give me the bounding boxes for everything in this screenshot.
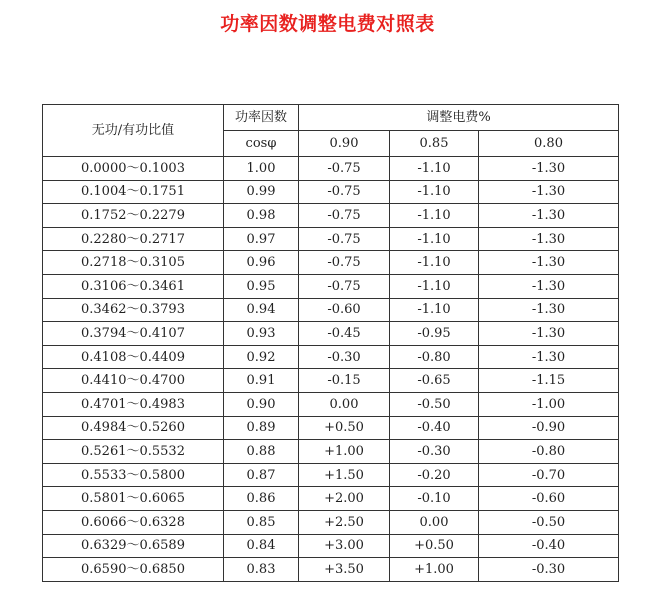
cos-phi-cell: 0.95	[224, 274, 299, 298]
ratio-range-cell: 0.3106～0.3461	[43, 274, 224, 298]
cos-phi-cell: 0.83	[224, 558, 299, 582]
cos-phi-cell: 0.84	[224, 534, 299, 558]
ratio-range-cell: 0.6066～0.6328	[43, 510, 224, 534]
table-row	[43, 558, 619, 582]
cos-phi-cell: 1.00	[224, 157, 299, 181]
adjust-090-cell: -0.60	[299, 298, 390, 322]
adjust-080-cell: -1.30	[479, 274, 619, 298]
cos-phi-cell: 0.94	[224, 298, 299, 322]
ratio-range-cell: 0.3462～0.3793	[43, 298, 224, 322]
table-row	[43, 369, 619, 393]
adjust-080-cell: -1.30	[479, 157, 619, 181]
adjust-085-cell: -0.20	[390, 463, 479, 487]
adjust-085-cell: -0.95	[390, 322, 479, 346]
adjust-085-cell: -1.10	[390, 180, 479, 204]
ratio-range-cell: 0.5801～0.6065	[43, 487, 224, 511]
adjust-085-cell: -0.80	[390, 345, 479, 369]
table-body	[43, 157, 619, 582]
standard-090-header: 0.90	[299, 131, 390, 157]
adjust-080-cell: -1.30	[479, 227, 619, 251]
adjust-085-cell: -1.10	[390, 204, 479, 228]
table-row	[43, 204, 619, 228]
adjust-085-cell: -0.65	[390, 369, 479, 393]
adjust-085-cell: +0.50	[390, 534, 479, 558]
adjust-080-cell: -0.70	[479, 463, 619, 487]
table-row	[43, 463, 619, 487]
ratio-column-header: 无功/有功比值	[43, 105, 224, 157]
adjust-090-cell: -0.75	[299, 227, 390, 251]
cos-phi-cell: 0.88	[224, 440, 299, 464]
cos-phi-cell: 0.96	[224, 251, 299, 275]
table-row	[43, 251, 619, 275]
adjust-085-cell: 0.00	[390, 510, 479, 534]
ratio-range-cell: 0.0000～0.1003	[43, 157, 224, 181]
cos-phi-cell: 0.98	[224, 204, 299, 228]
table-row	[43, 440, 619, 464]
adjust-090-cell: -0.15	[299, 369, 390, 393]
adjust-085-cell: +1.00	[390, 558, 479, 582]
adjust-fee-group-header: 调整电费%	[299, 105, 619, 131]
adjustment-table-container	[42, 104, 618, 582]
table-row	[43, 180, 619, 204]
adjust-090-cell: -0.75	[299, 204, 390, 228]
cos-phi-cell: 0.99	[224, 180, 299, 204]
adjust-080-cell: -1.30	[479, 322, 619, 346]
adjust-080-cell: -1.30	[479, 204, 619, 228]
adjust-090-cell: +2.50	[299, 510, 390, 534]
cos-phi-cell: 0.91	[224, 369, 299, 393]
table-row	[43, 274, 619, 298]
ratio-range-cell: 0.6590～0.6850	[43, 558, 224, 582]
adjust-080-cell: -0.50	[479, 510, 619, 534]
table-row	[43, 487, 619, 511]
adjust-090-cell: -0.45	[299, 322, 390, 346]
adjust-085-cell: -1.10	[390, 274, 479, 298]
adjust-080-cell: -0.40	[479, 534, 619, 558]
ratio-range-cell: 0.4984～0.5260	[43, 416, 224, 440]
adjust-085-cell: -1.10	[390, 251, 479, 275]
table-row	[43, 534, 619, 558]
adjust-085-cell: -1.10	[390, 157, 479, 181]
cos-phi-cell: 0.93	[224, 322, 299, 346]
ratio-range-cell: 0.2280～0.2717	[43, 227, 224, 251]
table-header-row-1	[43, 105, 619, 131]
table-row	[43, 157, 619, 181]
ratio-range-cell: 0.4108～0.4409	[43, 345, 224, 369]
adjust-080-cell: -0.60	[479, 487, 619, 511]
power-factor-adjustment-table	[42, 104, 619, 582]
adjust-080-cell: -1.00	[479, 392, 619, 416]
ratio-range-cell: 0.4701～0.4983	[43, 392, 224, 416]
adjust-090-cell: 0.00	[299, 392, 390, 416]
adjust-080-cell: -1.30	[479, 180, 619, 204]
cos-phi-cell: 0.90	[224, 392, 299, 416]
adjust-080-cell: -0.30	[479, 558, 619, 582]
adjust-090-cell: -0.75	[299, 251, 390, 275]
table-row	[43, 392, 619, 416]
adjust-080-cell: -1.30	[479, 345, 619, 369]
adjust-090-cell: -0.75	[299, 180, 390, 204]
adjust-090-cell: +1.00	[299, 440, 390, 464]
adjust-090-cell: -0.75	[299, 157, 390, 181]
adjust-090-cell: +2.00	[299, 487, 390, 511]
cos-phi-cell: 0.86	[224, 487, 299, 511]
table-row	[43, 298, 619, 322]
adjust-085-cell: -0.30	[390, 440, 479, 464]
adjust-080-cell: -0.90	[479, 416, 619, 440]
table-row	[43, 227, 619, 251]
cos-phi-cell: 0.97	[224, 227, 299, 251]
standard-080-header: 0.80	[479, 131, 619, 157]
power-factor-column-header: 功率因数	[224, 105, 299, 131]
adjust-085-cell: -1.10	[390, 227, 479, 251]
adjust-085-cell: -0.10	[390, 487, 479, 511]
cos-phi-cell: 0.92	[224, 345, 299, 369]
adjust-090-cell: +3.50	[299, 558, 390, 582]
adjust-085-cell: -0.40	[390, 416, 479, 440]
table-row	[43, 416, 619, 440]
adjust-080-cell: -1.30	[479, 298, 619, 322]
ratio-range-cell: 0.5261～0.5532	[43, 440, 224, 464]
ratio-range-cell: 0.2718～0.3105	[43, 251, 224, 275]
adjust-085-cell: -0.50	[390, 392, 479, 416]
table-row	[43, 345, 619, 369]
page-title: 功率因数调整电费对照表	[220, 13, 435, 35]
cos-phi-cell: 0.87	[224, 463, 299, 487]
adjust-090-cell: +0.50	[299, 416, 390, 440]
ratio-range-cell: 0.5533～0.5800	[43, 463, 224, 487]
cos-phi-cell: 0.85	[224, 510, 299, 534]
adjust-090-cell: -0.30	[299, 345, 390, 369]
cos-phi-header: cosφ	[224, 131, 299, 157]
adjust-085-cell: -1.10	[390, 298, 479, 322]
ratio-range-cell: 0.1752～0.2279	[43, 204, 224, 228]
ratio-range-cell: 0.6329～0.6589	[43, 534, 224, 558]
adjust-080-cell: -0.80	[479, 440, 619, 464]
adjust-080-cell: -1.15	[479, 369, 619, 393]
ratio-range-cell: 0.3794～0.4107	[43, 322, 224, 346]
ratio-range-cell: 0.1004～0.1751	[43, 180, 224, 204]
ratio-range-cell: 0.4410～0.4700	[43, 369, 224, 393]
adjust-090-cell: -0.75	[299, 274, 390, 298]
adjust-090-cell: +1.50	[299, 463, 390, 487]
table-row	[43, 510, 619, 534]
adjust-080-cell: -1.30	[479, 251, 619, 275]
cos-phi-cell: 0.89	[224, 416, 299, 440]
standard-085-header: 0.85	[390, 131, 479, 157]
adjust-090-cell: +3.00	[299, 534, 390, 558]
table-row	[43, 322, 619, 346]
